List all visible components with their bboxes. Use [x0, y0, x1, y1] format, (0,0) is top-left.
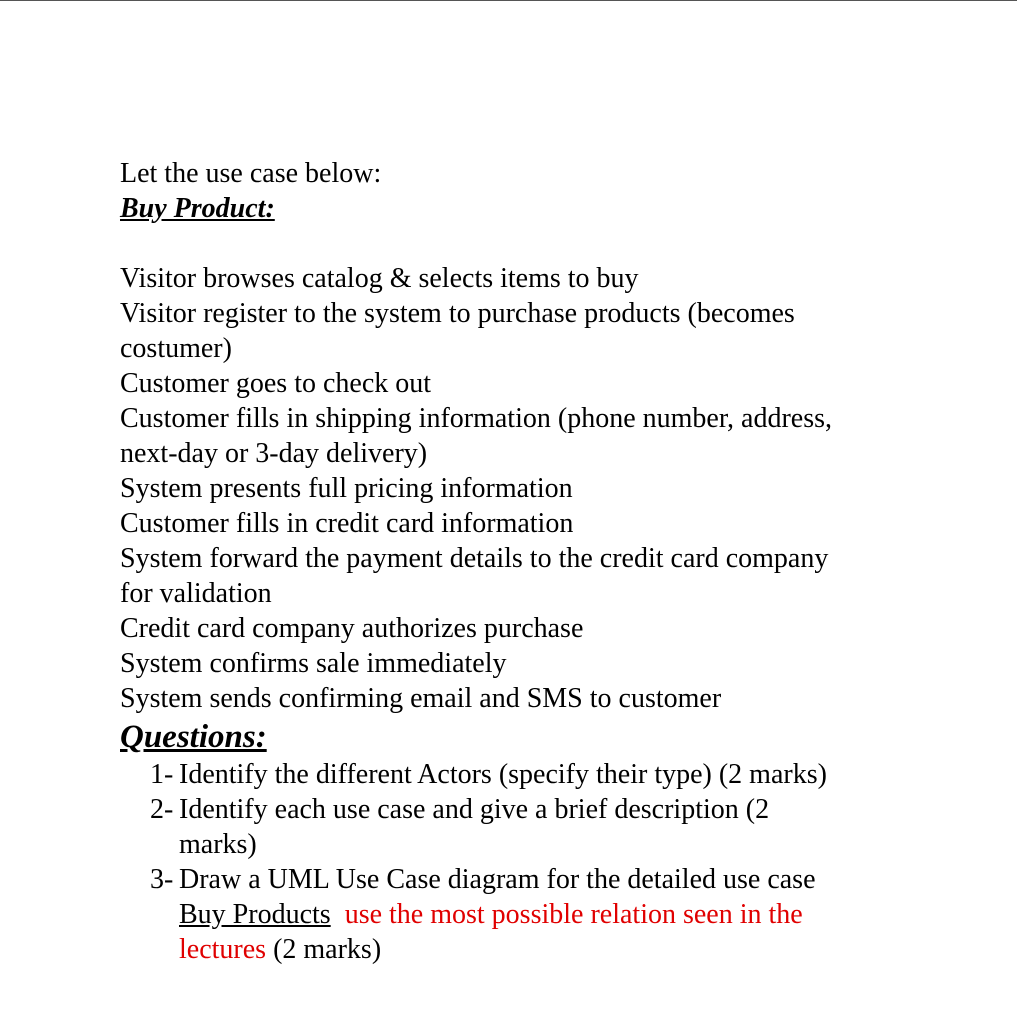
marks-text: (2 marks)	[273, 934, 382, 965]
step-line: Customer fills in shipping information (phone number, address,	[120, 403, 833, 434]
use-case-title: Buy Product:	[120, 193, 275, 224]
step-line: System presents full pricing information	[120, 473, 573, 504]
question-text-continued	[179, 897, 900, 932]
question-item	[120, 862, 900, 967]
step-line: Credit card company authorizes purchase	[120, 613, 584, 644]
step-line: Customer fills in credit card information	[120, 508, 574, 539]
question-text-continued: marks)	[179, 829, 257, 860]
question-number: 3-	[150, 864, 174, 895]
step-line: Visitor browses catalog & selects items to buy	[120, 263, 639, 294]
document-body	[120, 156, 900, 967]
step-line: costumer)	[120, 333, 232, 364]
question-text-continued	[179, 932, 900, 967]
red-instruction-text: use the most possible relation seen in the	[344, 899, 803, 930]
intro-text: Let the use case below:	[120, 158, 382, 189]
red-instruction-text: lectures	[179, 934, 267, 965]
step-line: System confirms sale immediately	[120, 648, 507, 679]
step-line: next-day or 3-day delivery)	[120, 438, 428, 469]
question-number: 1-	[150, 759, 174, 790]
question-text: Identify each use case and give a brief description (2	[179, 794, 770, 825]
step-line: Customer goes to check out	[120, 368, 432, 399]
use-case-steps	[120, 261, 900, 716]
step-line: for validation	[120, 578, 272, 609]
top-border-line	[0, 0, 1017, 1]
questions-list	[120, 757, 900, 967]
blank-line	[120, 226, 900, 261]
question-text: Identify the different Actors (specify their type) (2 marks)	[179, 759, 827, 790]
question-item	[120, 792, 900, 862]
step-line: Visitor register to the system to purchase products (becomes	[120, 298, 795, 329]
step-line: System forward the payment details to the credit card company	[120, 543, 829, 574]
underlined-use-case-name: Buy Products	[179, 899, 331, 930]
step-line: System sends confirming email and SMS to customer	[120, 683, 722, 714]
question-number: 2-	[150, 794, 174, 825]
question-item	[120, 757, 900, 792]
question-text: Draw a UML Use Case diagram for the detailed use case	[179, 864, 816, 895]
questions-heading: Questions:	[120, 719, 267, 755]
